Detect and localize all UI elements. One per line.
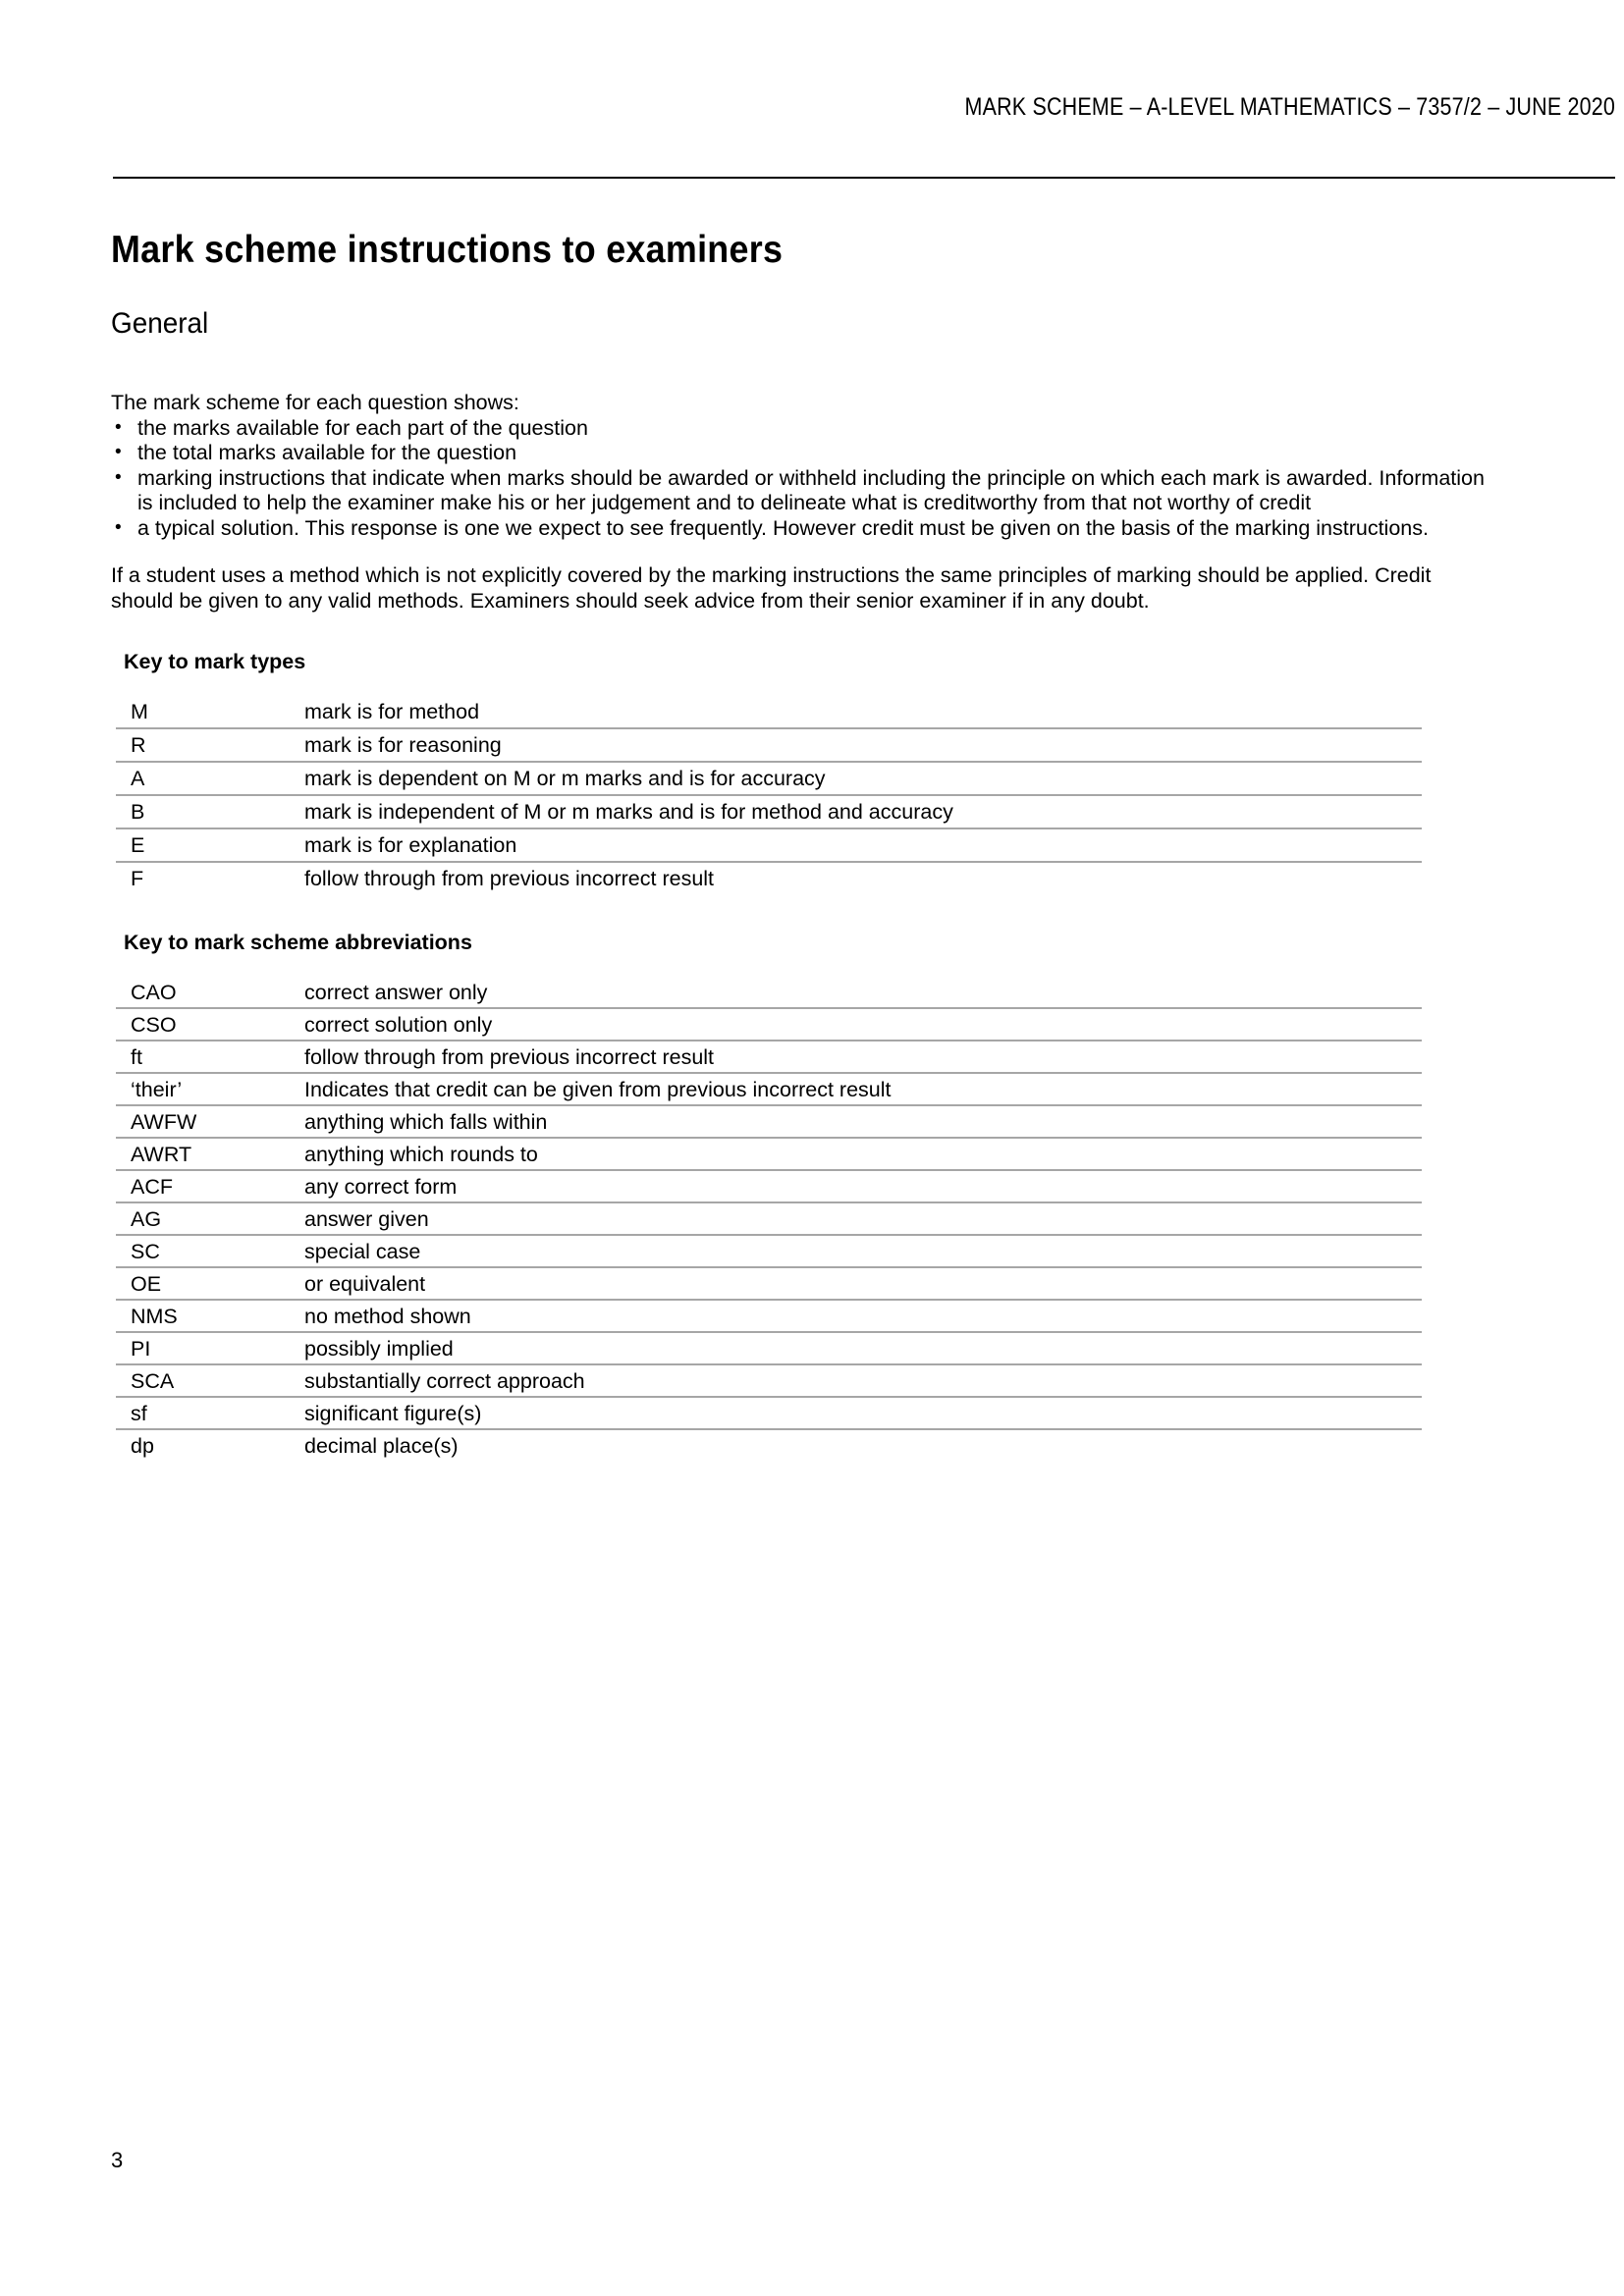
mark-type-code: A xyxy=(116,762,304,795)
mark-types-heading: Key to mark types xyxy=(124,650,306,673)
section-heading-general: General xyxy=(111,307,209,340)
table-row xyxy=(116,1041,1422,1073)
abbreviation-code: ACF xyxy=(116,1170,304,1202)
mark-types-block xyxy=(111,614,1505,894)
table-row xyxy=(116,1364,1422,1397)
table-row xyxy=(116,1332,1422,1364)
table-row xyxy=(116,795,1422,828)
abbreviation-description: decimal place(s) xyxy=(304,1433,459,1458)
mark-types-table xyxy=(116,696,1422,894)
abbreviation-description: follow through from previous incorrect result xyxy=(304,1041,1422,1073)
table-row xyxy=(116,977,1422,1008)
abbreviation-code: AG xyxy=(116,1202,304,1235)
list-item: • the total marks available for the question xyxy=(111,441,1505,466)
mark-type-description: mark is for reasoning xyxy=(304,728,1422,762)
abbreviation-code: AWFW xyxy=(116,1105,304,1138)
table-row xyxy=(116,728,1422,762)
abbreviation-description: substantially correct approach xyxy=(304,1364,1422,1397)
abbreviation-code: CSO xyxy=(116,1008,304,1041)
table-row xyxy=(116,1397,1422,1429)
abbreviation-description: special case xyxy=(304,1235,1422,1267)
table-row xyxy=(116,862,1422,894)
abbreviation-code: PI xyxy=(116,1332,304,1364)
abbreviation-description: correct answer only xyxy=(304,977,1422,1008)
mark-type-description: mark is dependent on M or m marks and is for accuracy xyxy=(304,762,1422,795)
abbreviation-description: no method shown xyxy=(304,1300,1422,1332)
table-row xyxy=(116,1300,1422,1332)
mark-type-description: mark is for explanation xyxy=(304,828,1422,862)
intro-bullet-list xyxy=(111,416,1505,542)
abbreviations-block xyxy=(111,894,1505,1461)
mark-type-code: F xyxy=(131,867,144,890)
abbreviation-code: dp xyxy=(131,1433,154,1458)
list-item: • a typical solution. This response is one we expect to see frequently. However credit must be given on the basis of the marking instructions. xyxy=(111,516,1505,542)
abbreviation-code: AWRT xyxy=(116,1138,304,1170)
table-row xyxy=(116,1267,1422,1300)
abbreviation-code: NMS xyxy=(116,1300,304,1332)
abbreviation-description: any correct form xyxy=(304,1170,1422,1202)
abbreviation-description: anything which rounds to xyxy=(304,1138,1422,1170)
abbreviation-code: SCA xyxy=(116,1364,304,1397)
abbreviation-description: possibly implied xyxy=(304,1332,1422,1364)
abbreviations-table xyxy=(116,977,1422,1461)
list-item: • marking instructions that indicate when marks should be awarded or withheld including the principle on which each mark is awarded. Information is included to help the examiner make his or her judgement and to delineate what is creditworthy from that not worthy of credit xyxy=(111,466,1505,516)
intro-lead-text: The mark scheme for each question shows: xyxy=(111,391,519,414)
table-row xyxy=(116,828,1422,862)
table-row xyxy=(116,1138,1422,1170)
abbreviation-description: correct solution only xyxy=(304,1008,1422,1041)
mark-type-code: M xyxy=(116,696,304,728)
abbreviation-description: significant figure(s) xyxy=(304,1397,1422,1429)
abbreviation-code: sf xyxy=(116,1397,304,1429)
abbreviation-code: ft xyxy=(116,1041,304,1073)
abbreviation-code: ‘their’ xyxy=(116,1073,304,1105)
list-item: • the marks available for each part of the question xyxy=(111,416,1505,442)
table-row xyxy=(116,1170,1422,1202)
mark-type-description: mark is independent of M or m marks and is for method and accuracy xyxy=(304,795,1422,828)
mark-type-description: mark is for method xyxy=(304,696,1422,728)
running-header-text: MARK SCHEME – A-LEVEL MATHEMATICS – 7357/2 – JUNE 2020 xyxy=(964,93,1615,121)
abbreviation-description: or equivalent xyxy=(304,1267,1422,1300)
page-number: 3 xyxy=(111,2148,124,2172)
mark-type-code: E xyxy=(116,828,304,862)
abbreviation-code: OE xyxy=(116,1267,304,1300)
page-title: Mark scheme instructions to examiners xyxy=(111,229,784,271)
abbreviation-code: SC xyxy=(116,1235,304,1267)
abbreviation-code: CAO xyxy=(116,977,304,1008)
closing-paragraph: If a student uses a method which is not explicitly covered by the marking instructions the same principles of marking should be applied. Credit should be given to any valid methods. Examiners should seek advice from their senior examiner if in any doubt. xyxy=(111,563,1432,613)
header-divider-rule xyxy=(113,177,1615,179)
mark-type-code: R xyxy=(116,728,304,762)
mark-type-code: B xyxy=(116,795,304,828)
document-content xyxy=(111,228,1505,1461)
table-row xyxy=(116,696,1422,728)
table-row xyxy=(116,1008,1422,1041)
table-row xyxy=(116,1105,1422,1138)
abbreviation-description: Indicates that credit can be given from previous incorrect result xyxy=(304,1073,1422,1105)
abbreviation-description: anything which falls within xyxy=(304,1105,1422,1138)
table-row xyxy=(116,1073,1422,1105)
running-header xyxy=(113,93,1615,122)
mark-type-description: follow through from previous incorrect result xyxy=(304,867,715,890)
table-row xyxy=(116,762,1422,795)
abbreviations-heading: Key to mark scheme abbreviations xyxy=(124,931,472,954)
abbreviation-description: answer given xyxy=(304,1202,1422,1235)
table-row xyxy=(116,1429,1422,1461)
table-row xyxy=(116,1235,1422,1267)
table-row xyxy=(116,1202,1422,1235)
